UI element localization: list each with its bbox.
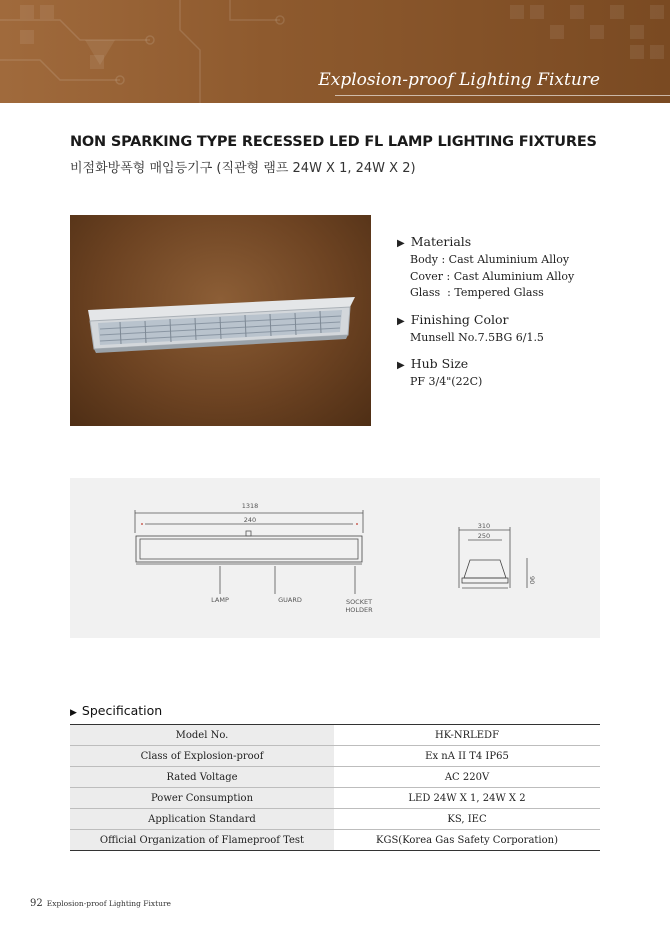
label-guard: GUARD [278,596,302,604]
page-number: 92 [30,898,43,909]
specification-heading: ▶ Specification [70,703,163,718]
arrow-right-icon: ▶ [397,315,405,327]
table-cell-label: Power Consumption [70,788,334,809]
table-cell-label: Application Standard [70,809,334,830]
table-cell-value: KGS(Korea Gas Safety Corporation) [334,830,600,851]
table-cell-value: KS, IEC [334,809,600,830]
header-banner [0,0,670,103]
table-row [70,725,600,746]
label-socket: SOCKET [345,598,373,606]
table-cell-value: HK-NRLEDF [334,725,600,746]
dim-width: 310 [477,522,491,530]
table-row [70,830,600,851]
materials-glass: Glass : Tempered Glass [410,286,544,299]
dimension-drawing [70,478,600,638]
dim-height: 90 [528,576,536,585]
dim-overall-length: 1318 [241,502,259,510]
lighting-fixture-illustration [70,215,371,426]
table-row [70,767,600,788]
label-lamp: LAMP [211,596,229,604]
materials-body: Body : Cast Aluminium Alloy [410,253,570,266]
arrow-right-icon: ▶ [397,360,405,371]
table-cell-label: Rated Voltage [70,767,334,788]
hub-heading: ▶ Hub Size [397,356,469,371]
page-footer [30,898,171,909]
table-cell-label: Class of Explosion-proof [70,746,334,767]
materials-cover: Cover : Cast Aluminium Alloy [410,269,575,283]
finishing-heading: ▶ Finishing Color [397,311,509,327]
dim-inner-width: 250 [477,532,491,540]
table-cell-label: Official Organization of Flameproof Test [70,830,334,851]
table-cell-value: Ex nA II T4 IP65 [334,746,600,767]
specification-table [70,724,600,851]
table-cell-label: Model No. [70,725,334,746]
banner-title: Explosion-proof Lighting Fixture [318,70,600,90]
table-cell-value: AC 220V [334,767,600,788]
table-row [70,788,600,809]
table-cell-value: LED 24W X 1, 24W X 2 [334,788,600,809]
product-photo [70,215,371,426]
banner-divider [335,95,670,96]
materials-heading: ▶ Materials [397,234,472,249]
table-row [70,809,600,830]
technical-drawing [70,478,600,638]
arrow-right-icon: ▶ [397,238,405,249]
arrow-right-icon: ▶ [70,708,77,718]
footer-text: Explosion-proof Lighting Fixture [46,899,171,908]
hub-group [397,356,574,391]
hub-value: PF 3/4"(22C) [410,375,483,388]
materials-group [397,234,574,302]
table-row [70,746,600,767]
spec-list [397,234,574,401]
page-subtitle-korean: 비점화방폭형 매입등기구 (직관형 램프 24W X 1, 24W X 2) [70,161,416,176]
page-title: NON SPARKING TYPE RECESSED LED FL LAMP LIGHTING FIXTURES [70,134,597,150]
dim-inner-length: 240 [243,516,257,524]
label-holder: HOLDER [345,606,373,614]
finishing-value: Munsell No.7.5BG 6/1.5 [410,330,544,344]
finishing-group [397,312,574,347]
